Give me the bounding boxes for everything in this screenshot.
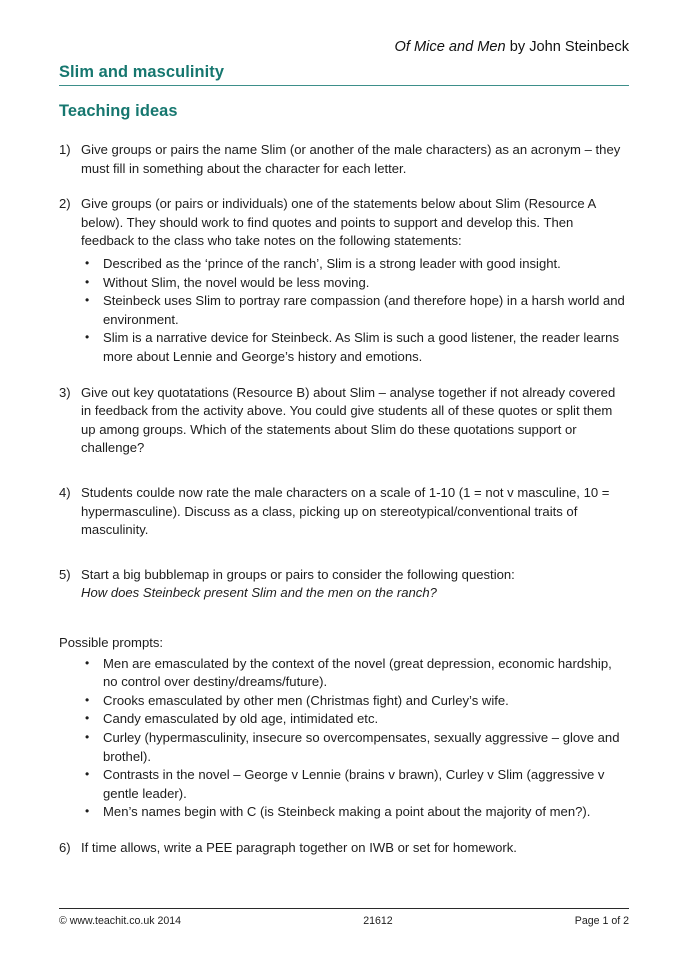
list-item-text: Described as the ‘prince of the ranch’, Slim is a strong leader with good insight. bbox=[103, 256, 561, 272]
list-item-text: Men’s names begin with C (is Steinbeck making a point about the majority of men?). bbox=[103, 804, 591, 820]
bullet-icon: • bbox=[85, 655, 90, 670]
list-item bbox=[59, 274, 629, 293]
list-item-text: Men are emasculated by the context of the novel (great depression, economic hardship, no control over destiny/dreams/future). bbox=[103, 655, 612, 690]
numbered-item-1 bbox=[59, 141, 629, 178]
list-item-text: Contrasts in the novel – George v Lennie (brains v brawn), Curley v Slim (aggressive v gentle leader). bbox=[103, 767, 605, 801]
primary-heading-row bbox=[59, 63, 629, 86]
list-item bbox=[59, 655, 629, 692]
bullet-icon: • bbox=[85, 256, 90, 271]
numbered-item-4-text: Students coulde now rate the male characters on a scale of 1-10 (1 = not v masculine, 10 = hypermasculine). Discuss as a class, picking up on stereotypical/conventional traits of masculinity. bbox=[81, 485, 610, 538]
book-title: Of Mice and Men bbox=[394, 39, 506, 55]
footer-copyright: © www.teachit.co.uk 2014 bbox=[59, 915, 182, 927]
bullet-icon: • bbox=[85, 711, 90, 726]
list-item-text: Steinbeck uses Slim to portray rare compassion (and therefore hope) in a harsh world and environment. bbox=[103, 293, 625, 327]
numbered-item-4 bbox=[59, 484, 629, 540]
bullet-icon: • bbox=[85, 330, 90, 345]
list-item-text: Slim is a narrative device for Steinbeck. As Slim is such a good listener, the reader learns more about Lennie and George’s history and emotions. bbox=[103, 330, 619, 365]
list-item bbox=[59, 710, 629, 729]
possible-prompts-label: Possible prompts: bbox=[59, 634, 164, 650]
list-item bbox=[59, 729, 629, 766]
item-2-bullet-list bbox=[59, 255, 629, 367]
document-footer bbox=[59, 908, 629, 927]
footer-resource-number: 21612 bbox=[363, 915, 393, 927]
numbered-item-6-text: If time allows, write a PEE paragraph together on IWB or set for homework. bbox=[81, 839, 517, 855]
list-item-text: Curley (hypermasculinity, insecure so overcompensates, sexually aggressive – glove and brothel). bbox=[103, 729, 620, 764]
list-item bbox=[59, 255, 629, 274]
section-heading-teaching-ideas: Teaching ideas bbox=[59, 102, 178, 121]
bullet-icon: • bbox=[85, 804, 90, 819]
book-author: by John Steinbeck bbox=[505, 39, 629, 55]
list-item bbox=[59, 803, 629, 822]
numbered-item-5 bbox=[59, 566, 629, 603]
spacer bbox=[59, 475, 629, 484]
list-marker: 5) bbox=[59, 566, 71, 582]
footer-row bbox=[59, 909, 629, 927]
bullet-icon: • bbox=[85, 767, 90, 782]
document-header bbox=[59, 0, 629, 56]
spacer bbox=[59, 367, 629, 384]
list-marker: 2) bbox=[59, 196, 71, 212]
list-item-text: Candy emasculated by old age, intimidated etc. bbox=[103, 711, 379, 727]
numbered-item-2-text: Give groups (or pairs or individuals) one of the statements below about Slim (Resource A below). They should work to find quotes and points to support and develop this. Then feedback to the class who take notes on the following statements: bbox=[81, 196, 596, 249]
document-body bbox=[59, 141, 629, 857]
numbered-item-2 bbox=[59, 195, 629, 251]
list-item bbox=[59, 292, 629, 329]
possible-prompts-list bbox=[59, 655, 629, 822]
list-item-text: Without Slim, the novel would be less moving. bbox=[103, 274, 370, 290]
numbered-item-1-text: Give groups or pairs the name Slim (or another of the male characters) as an acronym – they must fill in something about the character for each letter. bbox=[81, 142, 621, 176]
list-marker: 4) bbox=[59, 485, 71, 500]
numbered-item-6 bbox=[59, 839, 629, 858]
numbered-item-5-text: Start a big bubblemap in groups or pairs to consider the following question: bbox=[81, 566, 515, 582]
bullet-icon: • bbox=[85, 729, 90, 744]
list-item bbox=[59, 766, 629, 803]
bullet-icon: • bbox=[85, 293, 90, 308]
list-item bbox=[59, 692, 629, 711]
spacer bbox=[59, 620, 629, 634]
list-item-text: Crooks emasculated by other men (Christmas fight) and Curley’s wife. bbox=[103, 692, 509, 708]
list-marker: 6) bbox=[59, 839, 71, 855]
bullet-icon: • bbox=[85, 274, 90, 289]
numbered-item-3-text: Give out key quotatations (Resource B) about Slim – analyse together if not already covered in feedback from the activity above. You could give students all of these quotes or split them up among groups. Which of the statements about Slim do these quotations support or challenge? bbox=[81, 384, 616, 456]
spacer bbox=[59, 822, 629, 839]
footer-page-number: Page 1 of 2 bbox=[574, 915, 629, 927]
list-item bbox=[59, 329, 629, 366]
document-content bbox=[59, 0, 629, 875]
bubblemap-question: How does Steinbeck present Slim and the men on the ranch? bbox=[81, 585, 437, 601]
spacer bbox=[59, 557, 629, 566]
bullet-icon: • bbox=[85, 692, 90, 707]
list-marker: 3) bbox=[59, 384, 71, 400]
numbered-item-3 bbox=[59, 384, 629, 458]
list-marker: 1) bbox=[59, 142, 71, 158]
page-title: Slim and masculinity bbox=[59, 63, 225, 82]
